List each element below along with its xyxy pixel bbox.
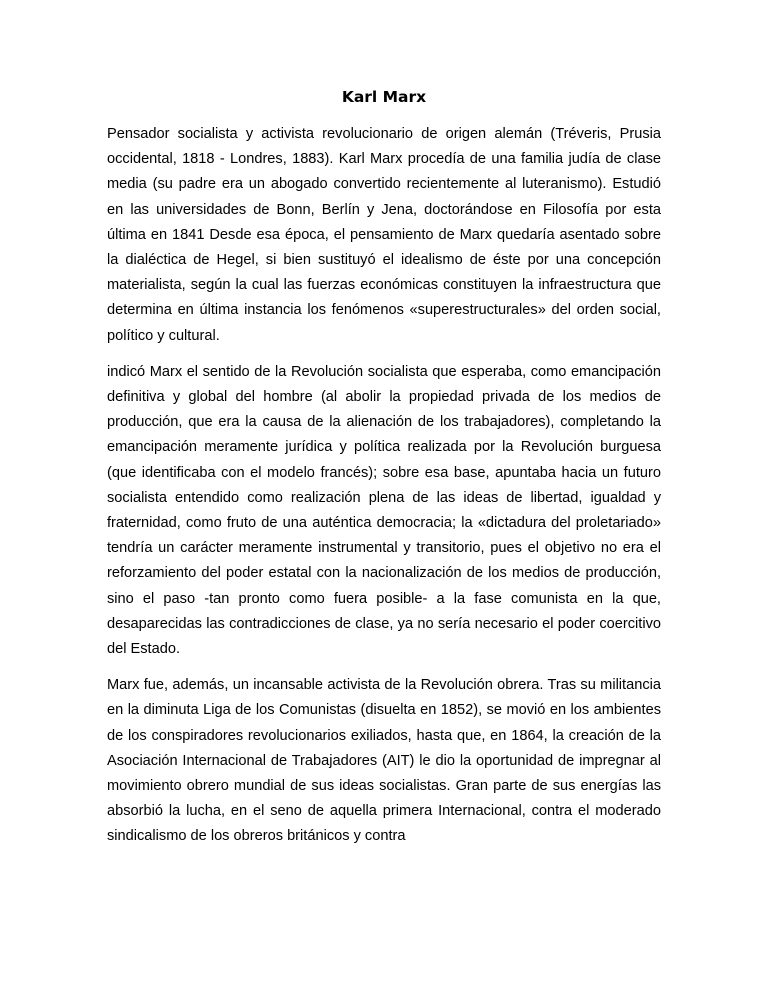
document-title: Karl Marx bbox=[341, 88, 427, 106]
paragraph-1: Pensador socialista y activista revolucionario de origen alemán (Tréveris, Prusia occidental, 1818 - Londres, 1883). Karl Marx procedía de una familia judía de clase media (su padre era un abogado convertido recientemente al luteranismo). Estudió en las universidades de Bonn, Berlín y Jena, doctorándose en Filosofía por esta última en 1841 Desde esa época, el pensamiento de Marx quedaría asentado sobre la dialéctica de Hegel, si bien sustituyó el idealismo de éste por una concepción materialista, según la cual las fuerzas económicas constituyen la infraestructura que determina en última instancia los fenómenos «superestructurales» del orden social, político y cultural. bbox=[107, 126, 661, 344]
paragraph-3: Marx fue, además, un incansable activista de la Revolución obrera. Tras su militancia en la diminuta Liga de los Comunistas (disuelta en 1852), se movió en los ambientes de los conspiradores revolucionarios exiliados, hasta que, en 1864, la creación de la Asociación Internacional de Trabajadores (AIT) le dio la oportunidad de impregnar al movimiento obrero mundial de sus ideas socialistas. Gran parte de sus energías las absorbió la lucha, en el seno de aquella primera Internacional, contra el moderado sindicalismo de los obreros británicos y contra bbox=[107, 677, 661, 845]
document-body bbox=[107, 122, 661, 861]
paragraph-2: indicó Marx el sentido de la Revolución socialista que esperaba, como emancipación definitiva y global del hombre (al abolir la propiedad privada de los medios de producción, que era la causa de la alienación de los trabajadores), completando la emancipación meramente jurídica y política realizada por la Revolución burguesa (que identificaba con el modelo francés); sobre esa base, apuntaba hacia un futuro socialista entendido como realización plena de las ideas de libertad, igualdad y fraternidad, como fruto de una auténtica democracia; la «dictadura del proletariado» tendría un carácter meramente instrumental y transitorio, pues el objetivo no era el reforzamiento del poder estatal con la nacionalización de los medios de producción, sino el paso -tan pronto como fuera posible- a la fase comunista en la que, desaparecidas las contradicciones de clase, ya no sería necesario el poder coercitivo del Estado. bbox=[107, 363, 661, 658]
